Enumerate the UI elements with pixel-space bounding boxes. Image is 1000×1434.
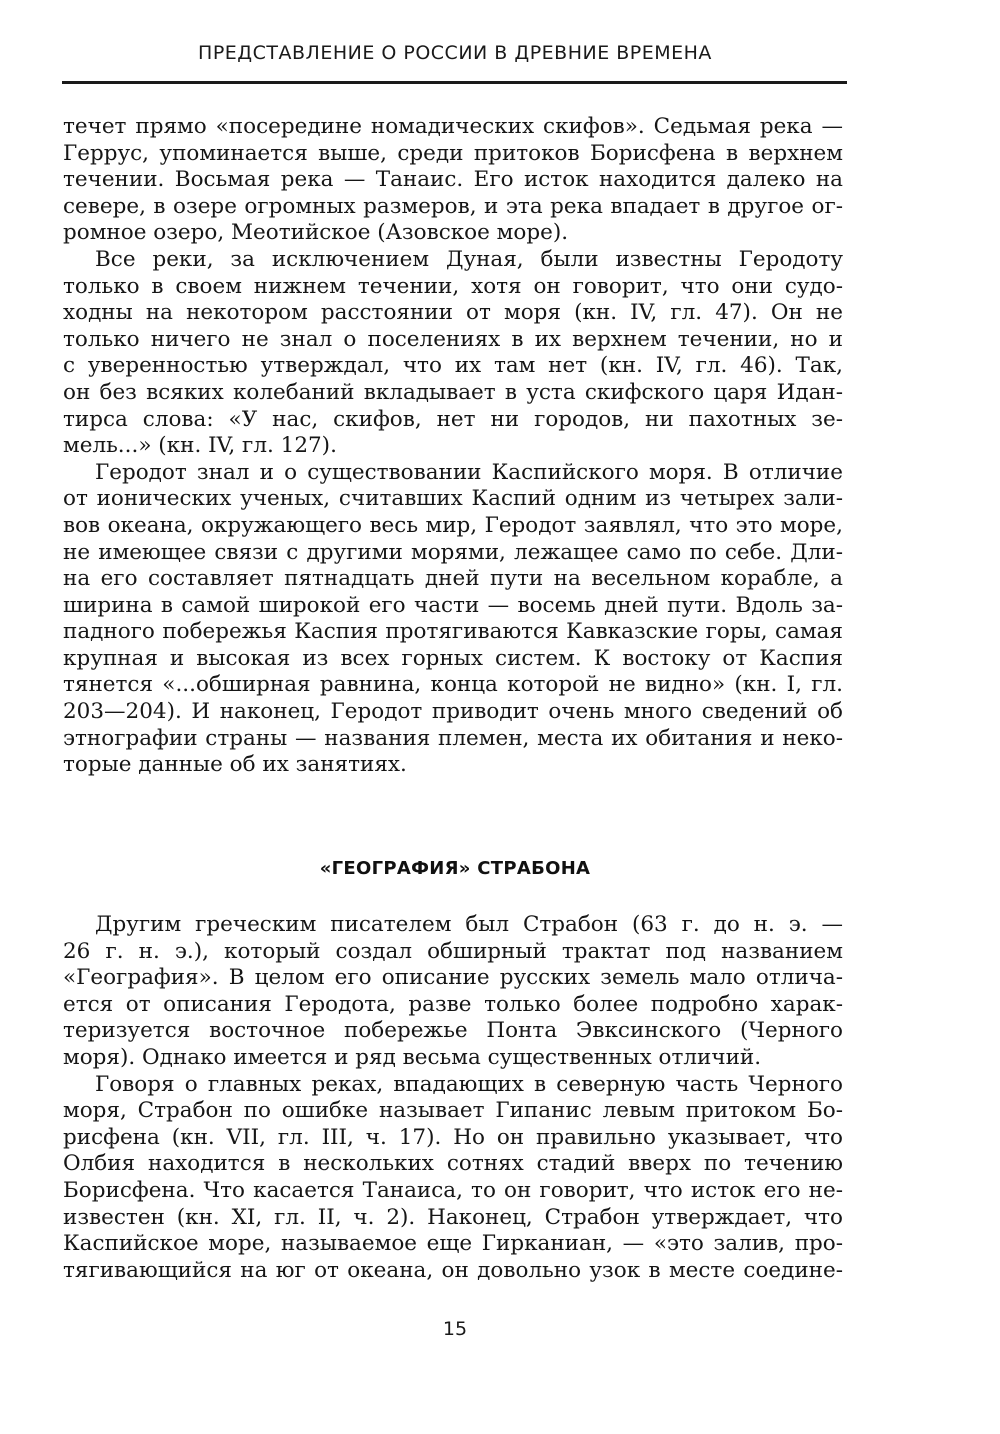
text-line: ется от описания Геродота, разве только более подробно харак-	[63, 991, 843, 1017]
text-line: не имеющее связи с другими морями, лежащее само по себе. Дли-	[63, 539, 843, 565]
text-line: тирса слова: «У нас, скифов, нет ни городов, ни пахотных зе-	[63, 406, 843, 432]
text-line: Борисфена. Что касается Танаиса, то он говорит, что исток его не-	[63, 1177, 843, 1203]
text-line: Геродот знал и о существовании Каспийского моря. В отличие	[95, 459, 843, 485]
text-line: на его составляет пятнадцать дней пути на весельном корабле, а	[63, 566, 843, 592]
text-line: от ионических ученых, считавших Каспий одним из четырех зали-	[63, 486, 843, 512]
text-line: севере, в озере огромных размеров, и эта река впадает в другое ог-	[63, 193, 843, 219]
text-line: вов океана, окружающего весь мир, Геродот заявлял, что это море,	[63, 512, 843, 538]
text-line: 203—204). И наконец, Геродот приводит очень много сведений об	[63, 699, 843, 725]
text-line: тянется «...обширная равнина, конца которой не видно» (кн. I, гл.	[63, 672, 843, 698]
text-line: ромное озеро, Меотийское (Азовское море).	[63, 220, 569, 246]
text-line: ходны на некотором расстоянии от моря (кн. IV, гл. 47). Он не	[63, 300, 843, 326]
text-line: 26 г. н. э.), который создал обширный трактат под названием	[63, 938, 843, 964]
running-header: ПРЕДСТАВЛЕНИЕ О РОССИИ В ДРЕВНИЕ ВРЕМЕНА	[198, 42, 712, 64]
text-line: только в своем нижнем течении, хотя он говорит, что они судо-	[63, 273, 843, 299]
section-title: «ГЕОГРАФИЯ» СТРАБОНА	[319, 858, 591, 879]
text-line: торые данные об их занятиях.	[63, 752, 407, 778]
text-line: этнографии страны — названия племен, места их обитания и неко-	[63, 725, 843, 751]
text-line: Геррус, упоминается выше, среди притоков Борисфена в верхнем	[63, 140, 843, 166]
text-line: рисфена (кн. VII, гл. III, ч. 17). Но он правильно указывает, что	[63, 1124, 843, 1150]
text-line: тягивающийся на юг от океана, он довольно узок в месте соедине-	[63, 1257, 843, 1283]
text-line: известен (кн. XI, гл. II, ч. 2). Наконец, Страбон утверждает, что	[63, 1204, 843, 1230]
page-number: 15	[442, 1318, 468, 1340]
text-line: «География». В целом его описание русских земель мало отлича-	[63, 965, 843, 991]
text-line: течении. Восьмая река — Танаис. Его исток находится далеко на	[63, 167, 843, 193]
text-line: он без всяких колебаний вкладывает в уста скифского царя Идан-	[63, 379, 843, 405]
text-line: ширина в самой широкой его части — восемь дней пути. Вдоль за-	[63, 592, 843, 618]
text-line: теризуется восточное побережье Понта Эвксинского (Черного	[63, 1018, 843, 1044]
text-line: Говоря о главных реках, впадающих в северную часть Черного	[95, 1071, 843, 1097]
text-line: Каспийское море, называемое еще Гирканиан, — «это залив, про-	[63, 1231, 843, 1257]
text-line: падного побережья Каспия протягиваются Кавказские горы, самая	[63, 619, 843, 645]
text-line: Олбия находится в нескольких сотнях стадий вверх по течению	[63, 1151, 843, 1177]
text-line: течет прямо «посередине номадических скифов». Седьмая река —	[63, 114, 843, 139]
header-rule	[62, 81, 847, 84]
text-line: с уверенностью утверждал, что их там нет (кн. IV, гл. 46). Так,	[63, 353, 843, 379]
text-line: Другим греческим писателем был Страбон (63 г. до н. э. —	[95, 912, 843, 937]
text-line: мель...» (кн. IV, гл. 127).	[63, 433, 337, 459]
text-line: только ничего не знал о поселениях в их верхнем течении, но и	[63, 326, 843, 352]
text-line: моря, Страбон по ошибке называет Гипанис левым притоком Бо-	[63, 1098, 843, 1124]
text-line: крупная и высокая из всех горных систем. К востоку от Каспия	[63, 645, 843, 671]
text-block-bottom	[63, 912, 843, 1284]
text-block-top	[63, 114, 843, 779]
text-line: Все реки, за исключением Дуная, были известны Геродоту	[95, 246, 843, 272]
text-line: моря). Однако имеется и ряд весьма существенных отличий.	[63, 1044, 762, 1070]
